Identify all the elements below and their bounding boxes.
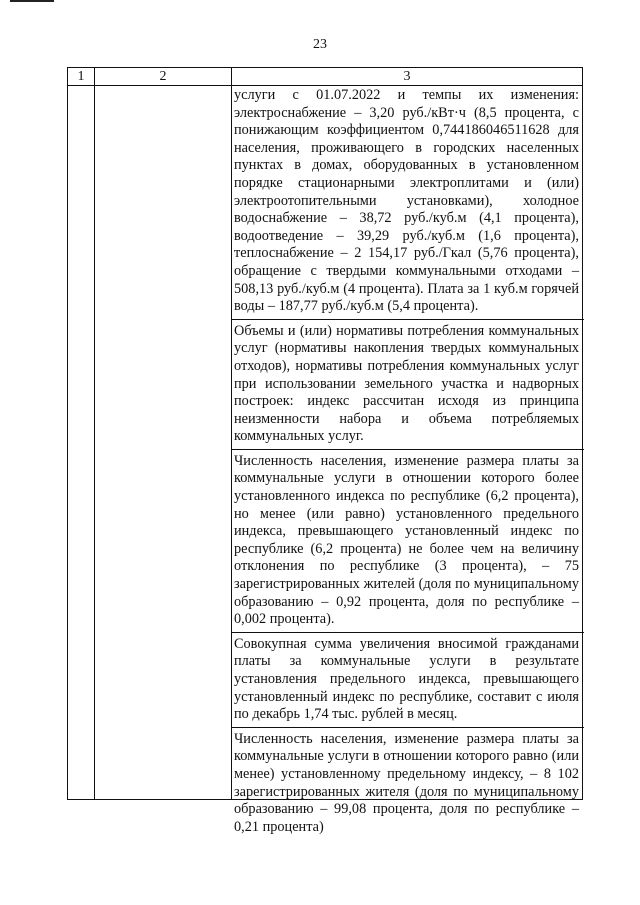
top-edge-mark bbox=[10, 0, 54, 2]
paragraph-consumption-norms: Объемы и (или) нормативы потребления коммунальных услуг (нормативы накопления твердых коммунальных отходов), нормативы потребления коммунальных услуг при использовании земельного участка и надворных построек: индекс рассчитан исходя из принципа неизменности набора и объема потребляемых коммунальных услуг. bbox=[234, 322, 579, 445]
paragraph-population-above-index: Численность населения, изменение размера платы за коммунальные услуги в отношении которого более установленного индекса по республике (6,2 процента), но менее (или равно) установленного предельного индекса, превышающего установленный индекс по республике (6,2 процента) не более чем на величину отклонения по республике (3 процента), – 75 зарегистрированных жителей (доля по муниципальному образованию – 0,92 процента, доля по республике – 0,002 процента). bbox=[234, 452, 579, 628]
table-header-row bbox=[68, 68, 582, 86]
row-divider bbox=[231, 632, 584, 633]
column-divider-2 bbox=[231, 68, 232, 799]
row-divider bbox=[231, 449, 584, 450]
row-divider bbox=[231, 727, 584, 728]
column-header-3: 3 bbox=[403, 69, 411, 84]
paragraph-tariffs: услуги с 01.07.2022 и темпы их изменения: электроснабжение – 3,20 руб./кВт·ч (8,5 процента, с понижающим коэффициентом 0,744186046511628 для населения, проживающего в городских населенных пунктах в домах, оборудованных в установленном порядке стационарными электроплитами и (или) электроотопительными установками), холодное водоснабжение – 38,72 руб./куб.м (4,1 процента), водоотведение – 39,29 руб./куб.м (1,6 процента), теплоснабжение – 2 154,17 руб./Гкал (5,76 процента), обращение с твердыми коммунальными отходами – 508,13 руб./куб.м (4 процента). Плата за 1 куб.м горячей воды – 187,77 руб./куб.м (5,4 процента). bbox=[234, 87, 579, 315]
row-divider bbox=[231, 319, 584, 320]
document-table bbox=[67, 67, 583, 835]
column-divider-1 bbox=[94, 68, 95, 799]
paragraph-population-within-index: Численность населения, изменение размера платы за коммунальные услуги в отношении которого равно (или менее) установленному предельному индексу, – 8 102 зарегистрированных жителя (доля по муниципальному образованию – 99,08 процента, доля по республике – 0,21 процента) bbox=[234, 730, 579, 835]
column-header-1: 1 bbox=[77, 69, 85, 84]
paragraph-total-increase: Совокупная сумма увеличения вносимой гражданами платы за коммунальные услуги в результате установления предельного индекса, превышающего установленный индекс по республике, составит с июля по декабрь 1,74 тыс. рублей в месяц. bbox=[234, 635, 579, 723]
column-header-2: 2 bbox=[159, 69, 167, 84]
column-3-content bbox=[234, 87, 579, 836]
page-number: 23 bbox=[313, 37, 327, 52]
